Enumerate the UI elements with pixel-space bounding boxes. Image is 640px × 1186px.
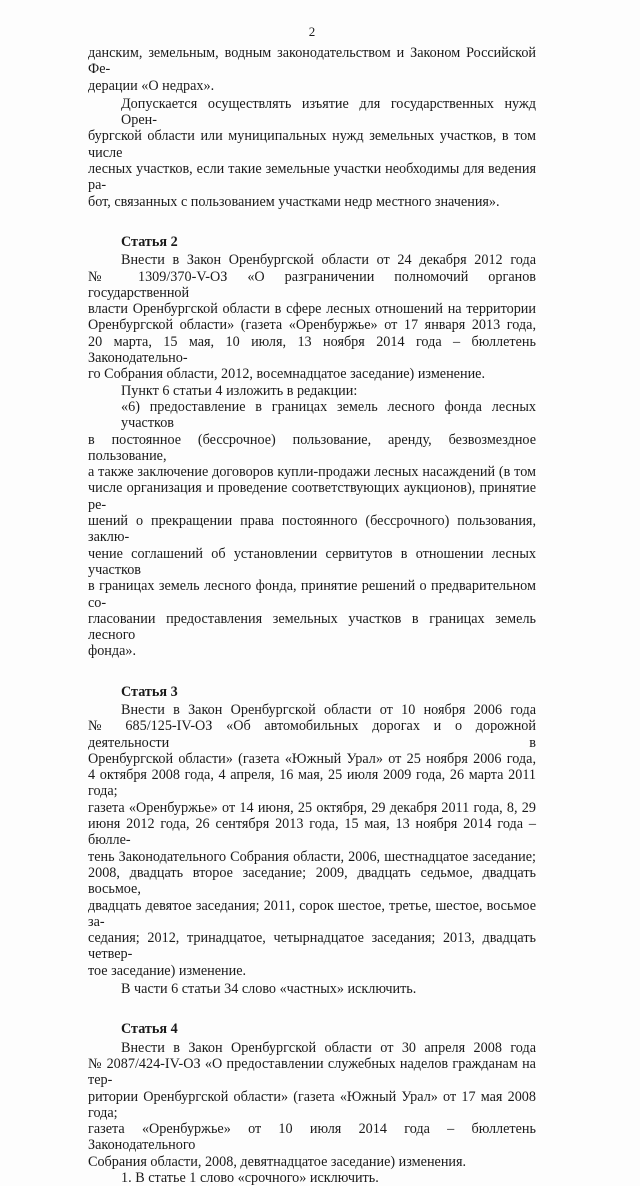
text-line: Внести в Закон Оренбургской области от 24 декабря 2012 года: [121, 252, 536, 269]
article-heading: Статья 2: [121, 233, 178, 250]
text-line: седания; 2012, тринадцатое, четырнадцатое заседания; 2013, двадцать четвер-: [88, 930, 536, 963]
text-line: Внести в Закон Оренбургской области от 10 ноября 2006 года: [121, 701, 536, 718]
text-line: дерации «О недрах».: [88, 77, 215, 94]
text-line: тень Законодательного Собрания области, 2006, шестнадцатое заседание;: [88, 848, 536, 865]
article-3-paragraph-1: [88, 702, 536, 979]
text-line: бот, связанных с пользованием участками недр местного значения».: [88, 193, 500, 210]
article-3: [88, 684, 536, 998]
intro-paragraph-1: [88, 45, 536, 94]
article-2-paragraph-3: [88, 399, 536, 660]
text-line: данским, земельным, водным законодательством и Законом Российской Фе-: [88, 45, 536, 78]
article-4: [88, 1021, 536, 1186]
article-2-paragraph-2: Пункт 6 статьи 4 изложить в редакции:: [121, 382, 358, 399]
text-line: а также заключение договоров купли-продажи лесных насаждений (в том: [88, 464, 536, 481]
text-line: Оренбургской области» (газета «Оренбуржье» от 17 января 2013 года,: [88, 317, 536, 334]
text-line: № 1309/370-V-ОЗ «О разграничении полномочий органов государственной: [88, 268, 536, 301]
article-4-paragraph-1: [88, 1040, 536, 1170]
text-line: Внести в Закон Оренбургской области от 30 апреля 2008 года: [121, 1039, 536, 1056]
text-line: власти Оренбургской области в сфере лесных отношений на территории: [88, 301, 536, 318]
text-line: в постоянное (бессрочное) пользование, аренду, безвозмездное пользование,: [88, 431, 536, 464]
text-line: газета «Оренбуржье» от 10 июля 2014 года – бюллетень Законодательного: [88, 1121, 536, 1154]
article-2-paragraph-1: [88, 252, 536, 382]
text-line: лесных участков, если такие земельные участки необходимы для ведения ра-: [88, 161, 536, 194]
text-line: гласовании предоставления земельных участков в границах земель лесного: [88, 610, 536, 644]
intro-paragraph-2: [88, 96, 536, 210]
text-line: Допускается осуществлять изъятие для государственных нужд Орен-: [121, 95, 536, 129]
article-4-paragraph-2: 1. В статье 1 слово «срочного» исключить.: [121, 1170, 379, 1186]
page-number: 2: [308, 24, 316, 39]
text-line: двадцать девятое заседания; 2011, сорок шестое, третье, шестое, восьмое за-: [88, 897, 536, 930]
article-heading: Статья 4: [121, 1021, 178, 1038]
text-line: фонда».: [88, 643, 137, 660]
article-heading: Статья 3: [121, 683, 178, 700]
text-line: «6) предоставление в границах земель лесного фонда лесных участков: [121, 398, 536, 432]
article-2: [88, 234, 536, 660]
text-line: июня 2012 года, 26 сентября 2013 года, 15 мая, 13 ноября 2014 года – бюлле-: [88, 816, 536, 849]
text-line: ритории Оренбургской области» (газета «Южный Урал» от 17 мая 2008 года;: [88, 1088, 536, 1121]
text-line: Собрания области, 2008, девятнадцатое заседание) изменения.: [88, 1153, 467, 1170]
text-line: шений о прекращении права постоянного (бессрочного) пользования, заклю-: [88, 513, 536, 546]
text-line: числе организация и проведение соответствующих аукционов), принятие ре-: [88, 480, 536, 513]
text-line: газета «Оренбуржье» от 14 июня, 25 октября, 29 декабря 2011 года, 8, 29: [88, 799, 536, 816]
text-line: 20 марта, 15 мая, 10 июля, 13 ноября 2014 года – бюллетень Законодательно-: [88, 333, 536, 367]
document-page: [88, 0, 536, 1186]
text-line: бургской области или муниципальных нужд земельных участков, в том числе: [88, 128, 536, 161]
text-line: чение соглашений об установлении сервитутов в отношении лесных участков: [88, 545, 536, 578]
text-line: 2008, двадцать второе заседание; 2009, двадцать седьмое, двадцать восьмое,: [88, 864, 536, 898]
text-line: 4 октября 2008 года, 4 апреля, 16 мая, 25 июля 2009 года, 26 марта 2011 года;: [88, 767, 536, 800]
text-line: в границах земель лесного фонда, принятие решений о предварительном со-: [88, 578, 536, 611]
text-line: № 685/125-IV-ОЗ «Об автомобильных дорогах и о дорожной деятельности в: [88, 718, 536, 751]
text-line: Оренбургской области» (газета «Южный Урал» от 25 ноября 2006 года,: [88, 750, 536, 767]
text-line: го Собрания области, 2012, восемнадцатое заседание) изменение.: [88, 366, 486, 383]
article-3-paragraph-2: В части 6 статьи 34 слово «частных» исключить.: [121, 981, 417, 998]
text-line: № 2087/424-IV-ОЗ «О предоставлении служебных наделов гражданам на тер-: [88, 1055, 536, 1089]
text-line: тое заседание) изменение.: [88, 962, 247, 979]
